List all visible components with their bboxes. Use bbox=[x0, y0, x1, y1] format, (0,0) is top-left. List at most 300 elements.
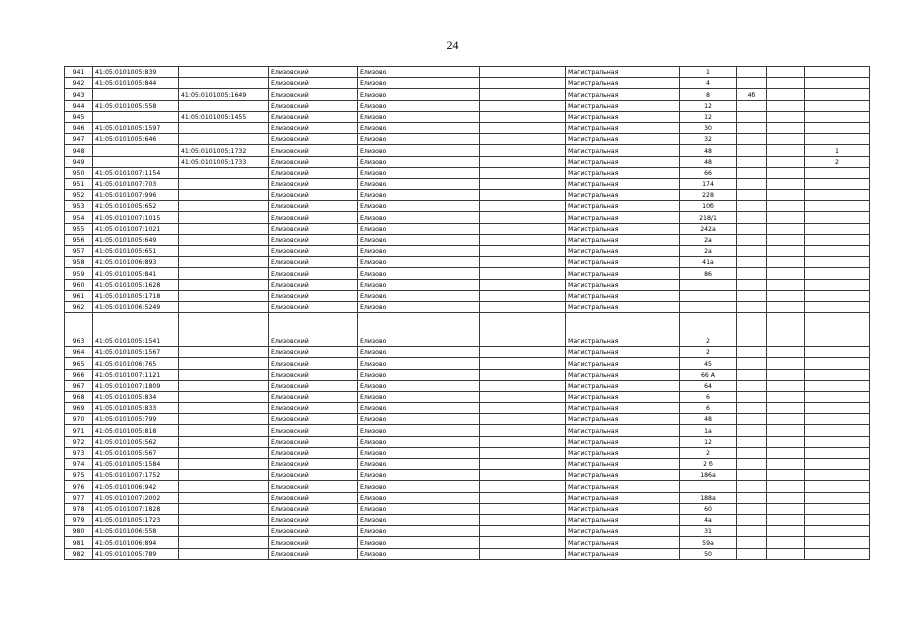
table-row bbox=[65, 78, 870, 89]
cell-row-number: 952 bbox=[65, 190, 93, 201]
cell-building bbox=[737, 503, 767, 514]
cell-district: Елизовский bbox=[269, 257, 358, 268]
cell-sub-cadastral-number bbox=[179, 380, 269, 391]
cell-street: Магистральная bbox=[566, 301, 680, 312]
cell-apartment bbox=[805, 134, 870, 145]
table-row bbox=[65, 425, 870, 436]
cell-structure bbox=[767, 111, 805, 122]
cell-cadastral-number: 41:05:0101005:1597 bbox=[93, 122, 179, 133]
cell-street: Магистральная bbox=[566, 347, 680, 358]
cell-settlement: Елизово bbox=[358, 425, 480, 436]
cell-settlement: Елизово bbox=[358, 190, 480, 201]
cell-structure bbox=[767, 268, 805, 279]
cell-district: Елизовский bbox=[269, 246, 358, 257]
cell-apartment bbox=[805, 503, 870, 514]
cell-street: Магистральная bbox=[566, 134, 680, 145]
cell-settlement: Елизово bbox=[358, 234, 480, 245]
cell-house-number: 45 bbox=[680, 358, 737, 369]
cell-apartment bbox=[805, 234, 870, 245]
cell-apartment bbox=[805, 369, 870, 380]
cell-district: Елизовский bbox=[269, 167, 358, 178]
cell-sub-cadastral-number bbox=[179, 425, 269, 436]
table-row bbox=[65, 526, 870, 537]
cell-locality bbox=[480, 403, 566, 414]
cell-row-number: 977 bbox=[65, 492, 93, 503]
cell-street: Магистральная bbox=[566, 436, 680, 447]
cell-apartment bbox=[805, 481, 870, 492]
cell-cadastral-number: 41:05:0101006:765 bbox=[93, 358, 179, 369]
table-row bbox=[65, 447, 870, 458]
cell-cadastral-number: 41:05:0101007:1752 bbox=[93, 470, 179, 481]
cell-house-number: 2а bbox=[680, 246, 737, 257]
cell-sub-cadastral-number bbox=[179, 403, 269, 414]
table-row bbox=[65, 503, 870, 514]
cell-row-number: 948 bbox=[65, 145, 93, 156]
cell-street: Магистральная bbox=[566, 156, 680, 167]
cell-apartment bbox=[805, 167, 870, 178]
cell-apartment bbox=[805, 548, 870, 559]
cell-structure bbox=[767, 134, 805, 145]
table-row bbox=[65, 122, 870, 133]
cell-apartment bbox=[805, 470, 870, 481]
cell-building bbox=[737, 548, 767, 559]
cell-locality bbox=[480, 514, 566, 525]
cell-settlement: Елизово bbox=[358, 290, 480, 301]
cell-sub-cadastral-number bbox=[179, 167, 269, 178]
table-row bbox=[65, 313, 870, 347]
cell-sub-cadastral-number bbox=[179, 526, 269, 537]
cell-apartment bbox=[805, 347, 870, 358]
table-row bbox=[65, 514, 870, 525]
cell-cadastral-number: 41:05:0101007:1015 bbox=[93, 212, 179, 223]
table-row bbox=[65, 290, 870, 301]
cell-cadastral-number: 41:05:0101005:1628 bbox=[93, 279, 179, 290]
cell-locality bbox=[480, 290, 566, 301]
cell-sub-cadastral-number bbox=[179, 67, 269, 78]
cell-cadastral-number: 41:05:0101005:841 bbox=[93, 268, 179, 279]
cell-building bbox=[737, 290, 767, 301]
registry-table-body bbox=[65, 67, 870, 560]
table-row bbox=[65, 134, 870, 145]
cell-row-number: 945 bbox=[65, 111, 93, 122]
cell-house-number: 12 bbox=[680, 100, 737, 111]
cell-locality bbox=[480, 156, 566, 167]
cell-apartment bbox=[805, 78, 870, 89]
table-row bbox=[65, 190, 870, 201]
cell-building bbox=[737, 100, 767, 111]
cell-row-number: 973 bbox=[65, 447, 93, 458]
cell-row-number: 969 bbox=[65, 403, 93, 414]
cell-settlement: Елизово bbox=[358, 134, 480, 145]
cell-locality bbox=[480, 380, 566, 391]
cell-district: Елизовский bbox=[269, 526, 358, 537]
cell-cadastral-number: 41:05:0101006:893 bbox=[93, 257, 179, 268]
cell-structure bbox=[767, 391, 805, 402]
cell-street: Магистральная bbox=[566, 257, 680, 268]
cell-row-number: 972 bbox=[65, 436, 93, 447]
cell-street: Магистральная bbox=[566, 358, 680, 369]
cell-locality bbox=[480, 425, 566, 436]
table-row bbox=[65, 492, 870, 503]
cell-district: Елизовский bbox=[269, 100, 358, 111]
cell-locality bbox=[480, 447, 566, 458]
cell-building bbox=[737, 201, 767, 212]
cell-settlement: Елизово bbox=[358, 347, 480, 358]
cell-district: Елизовский bbox=[269, 111, 358, 122]
cell-structure bbox=[767, 89, 805, 100]
cell-locality bbox=[480, 537, 566, 548]
cell-district: Елизовский bbox=[269, 369, 358, 380]
cell-cadastral-number: 41:05:0101006:894 bbox=[93, 537, 179, 548]
cell-apartment bbox=[805, 514, 870, 525]
cell-cadastral-number: 41:05:0101007:1828 bbox=[93, 503, 179, 514]
cell-structure bbox=[767, 481, 805, 492]
cell-apartment bbox=[805, 257, 870, 268]
cell-row-number: 962 bbox=[65, 301, 93, 312]
cell-locality bbox=[480, 436, 566, 447]
cell-apartment bbox=[805, 201, 870, 212]
cell-house-number: 2а bbox=[680, 234, 737, 245]
cell-building bbox=[737, 380, 767, 391]
cell-house-number: 12 bbox=[680, 111, 737, 122]
cell-locality bbox=[480, 369, 566, 380]
cell-house-number: 66 bbox=[680, 167, 737, 178]
cell-building bbox=[737, 223, 767, 234]
cell-settlement: Елизово bbox=[358, 537, 480, 548]
cell-settlement: Елизово bbox=[358, 380, 480, 391]
table-row bbox=[65, 100, 870, 111]
cell-district: Елизовский bbox=[269, 234, 358, 245]
cell-sub-cadastral-number bbox=[179, 78, 269, 89]
cell-house-number: 2 bbox=[680, 447, 737, 458]
cell-house-number: 31 bbox=[680, 526, 737, 537]
cell-street: Магистральная bbox=[566, 201, 680, 212]
cell-settlement: Елизово bbox=[358, 414, 480, 425]
cell-building bbox=[737, 481, 767, 492]
cell-district: Елизовский bbox=[269, 470, 358, 481]
cell-settlement: Елизово bbox=[358, 67, 480, 78]
table-row bbox=[65, 145, 870, 156]
cell-cadastral-number: 41:05:0101005:1541 bbox=[93, 313, 179, 347]
cell-row-number: 976 bbox=[65, 481, 93, 492]
cell-sub-cadastral-number bbox=[179, 358, 269, 369]
cell-cadastral-number: 41:05:0101005:833 bbox=[93, 403, 179, 414]
cell-settlement: Елизово bbox=[358, 358, 480, 369]
cell-structure bbox=[767, 492, 805, 503]
cell-row-number: 980 bbox=[65, 526, 93, 537]
cell-locality bbox=[480, 358, 566, 369]
cell-district: Елизовский bbox=[269, 548, 358, 559]
cell-street: Магистральная bbox=[566, 190, 680, 201]
cell-building bbox=[737, 78, 767, 89]
cell-apartment: 1 bbox=[805, 145, 870, 156]
cell-building bbox=[737, 414, 767, 425]
cell-district: Елизовский bbox=[269, 436, 358, 447]
cell-locality bbox=[480, 78, 566, 89]
cell-apartment bbox=[805, 403, 870, 414]
cell-apartment: 2 bbox=[805, 156, 870, 167]
cell-apartment bbox=[805, 436, 870, 447]
cell-structure bbox=[767, 156, 805, 167]
cell-house-number: 6 bbox=[680, 403, 737, 414]
cell-sub-cadastral-number bbox=[179, 391, 269, 402]
cell-cadastral-number: 41:05:0101005:1723 bbox=[93, 514, 179, 525]
cell-settlement: Елизово bbox=[358, 492, 480, 503]
cell-sub-cadastral-number bbox=[179, 212, 269, 223]
table-row bbox=[65, 201, 870, 212]
cell-sub-cadastral-number: 41:05:0101005:1649 bbox=[179, 89, 269, 100]
cell-house-number: 48 bbox=[680, 145, 737, 156]
cell-street: Магистральная bbox=[566, 246, 680, 257]
cell-district: Елизовский bbox=[269, 301, 358, 312]
table-row bbox=[65, 358, 870, 369]
cell-structure bbox=[767, 470, 805, 481]
cell-sub-cadastral-number bbox=[179, 492, 269, 503]
cell-locality bbox=[480, 414, 566, 425]
cell-settlement: Елизово bbox=[358, 122, 480, 133]
cell-cadastral-number: 41:05:0101005:652 bbox=[93, 201, 179, 212]
cell-sub-cadastral-number bbox=[179, 548, 269, 559]
cell-district: Елизовский bbox=[269, 347, 358, 358]
cell-street: Магистральная bbox=[566, 425, 680, 436]
cell-house-number: 218/1 bbox=[680, 212, 737, 223]
cell-building bbox=[737, 301, 767, 312]
registry-table bbox=[64, 66, 870, 560]
cell-street: Магистральная bbox=[566, 391, 680, 402]
cell-sub-cadastral-number: 41:05:0101005:1455 bbox=[179, 111, 269, 122]
cell-row-number: 944 bbox=[65, 100, 93, 111]
cell-locality bbox=[480, 234, 566, 245]
table-row bbox=[65, 548, 870, 559]
cell-locality bbox=[480, 178, 566, 189]
cell-building bbox=[737, 190, 767, 201]
cell-house-number: 60 bbox=[680, 503, 737, 514]
cell-street: Магистральная bbox=[566, 481, 680, 492]
table-row bbox=[65, 178, 870, 189]
cell-apartment bbox=[805, 301, 870, 312]
cell-locality bbox=[480, 492, 566, 503]
cell-apartment bbox=[805, 290, 870, 301]
cell-apartment bbox=[805, 414, 870, 425]
cell-house-number: 186а bbox=[680, 470, 737, 481]
cell-district: Елизовский bbox=[269, 122, 358, 133]
cell-cadastral-number: 41:05:0101005:1584 bbox=[93, 459, 179, 470]
cell-locality bbox=[480, 313, 566, 347]
cell-sub-cadastral-number bbox=[179, 459, 269, 470]
cell-sub-cadastral-number bbox=[179, 279, 269, 290]
cell-district: Елизовский bbox=[269, 425, 358, 436]
cell-cadastral-number: 41:05:0101005:1567 bbox=[93, 347, 179, 358]
table-row bbox=[65, 380, 870, 391]
cell-house-number: 66 А bbox=[680, 369, 737, 380]
table-row bbox=[65, 301, 870, 312]
cell-cadastral-number: 41:05:0101007:703 bbox=[93, 178, 179, 189]
cell-district: Елизовский bbox=[269, 290, 358, 301]
cell-house-number: 242а bbox=[680, 223, 737, 234]
cell-apartment bbox=[805, 89, 870, 100]
cell-structure bbox=[767, 279, 805, 290]
cell-locality bbox=[480, 257, 566, 268]
cell-apartment bbox=[805, 100, 870, 111]
cell-settlement: Елизово bbox=[358, 167, 480, 178]
cell-apartment bbox=[805, 425, 870, 436]
cell-building bbox=[737, 167, 767, 178]
cell-building bbox=[737, 279, 767, 290]
cell-row-number: 942 bbox=[65, 78, 93, 89]
cell-house-number: 48 bbox=[680, 414, 737, 425]
table-row bbox=[65, 414, 870, 425]
cell-row-number: 966 bbox=[65, 369, 93, 380]
cell-settlement: Елизово bbox=[358, 548, 480, 559]
cell-street: Магистральная bbox=[566, 548, 680, 559]
cell-street: Магистральная bbox=[566, 145, 680, 156]
cell-structure bbox=[767, 414, 805, 425]
cell-street: Магистральная bbox=[566, 279, 680, 290]
cell-locality bbox=[480, 548, 566, 559]
cell-house-number: 188а bbox=[680, 492, 737, 503]
cell-apartment bbox=[805, 279, 870, 290]
cell-settlement: Елизово bbox=[358, 279, 480, 290]
cell-locality bbox=[480, 526, 566, 537]
cell-district: Елизовский bbox=[269, 503, 358, 514]
cell-row-number: 968 bbox=[65, 391, 93, 402]
cell-district: Елизовский bbox=[269, 78, 358, 89]
cell-locality bbox=[480, 145, 566, 156]
cell-street: Магистральная bbox=[566, 537, 680, 548]
cell-structure bbox=[767, 301, 805, 312]
cell-cadastral-number: 41:05:0101005:649 bbox=[93, 234, 179, 245]
cell-settlement: Елизово bbox=[358, 369, 480, 380]
cell-settlement: Елизово bbox=[358, 257, 480, 268]
cell-settlement: Елизово bbox=[358, 447, 480, 458]
cell-sub-cadastral-number bbox=[179, 190, 269, 201]
cell-locality bbox=[480, 481, 566, 492]
table-row bbox=[65, 391, 870, 402]
cell-structure bbox=[767, 503, 805, 514]
cell-district: Елизовский bbox=[269, 201, 358, 212]
cell-locality bbox=[480, 67, 566, 78]
cell-cadastral-number: 41:05:0101007:1154 bbox=[93, 167, 179, 178]
cell-structure bbox=[767, 223, 805, 234]
cell-building bbox=[737, 246, 767, 257]
cell-row-number: 949 bbox=[65, 156, 93, 167]
cell-row-number: 957 bbox=[65, 246, 93, 257]
cell-street: Магистральная bbox=[566, 167, 680, 178]
table-row bbox=[65, 212, 870, 223]
cell-district: Елизовский bbox=[269, 459, 358, 470]
cell-sub-cadastral-number bbox=[179, 134, 269, 145]
cell-cadastral-number bbox=[93, 111, 179, 122]
cell-cadastral-number: 41:05:0101006:942 bbox=[93, 481, 179, 492]
cell-street: Магистральная bbox=[566, 89, 680, 100]
cell-house-number bbox=[680, 290, 737, 301]
table-row bbox=[65, 347, 870, 358]
cell-building bbox=[737, 358, 767, 369]
cell-structure bbox=[767, 537, 805, 548]
cell-structure bbox=[767, 234, 805, 245]
cell-street: Магистральная bbox=[566, 492, 680, 503]
cell-cadastral-number: 41:05:0101005:567 bbox=[93, 447, 179, 458]
cell-structure bbox=[767, 290, 805, 301]
cell-locality bbox=[480, 100, 566, 111]
cell-cadastral-number: 41:05:0101007:2002 bbox=[93, 492, 179, 503]
cell-cadastral-number: 41:05:0101006:558 bbox=[93, 526, 179, 537]
cell-row-number: 954 bbox=[65, 212, 93, 223]
cell-cadastral-number: 41:05:0101006:5249 bbox=[93, 301, 179, 312]
cell-building bbox=[737, 234, 767, 245]
cell-cadastral-number: 41:05:0101005:651 bbox=[93, 246, 179, 257]
cell-street: Магистральная bbox=[566, 369, 680, 380]
cell-structure bbox=[767, 67, 805, 78]
cell-sub-cadastral-number bbox=[179, 369, 269, 380]
cell-settlement: Елизово bbox=[358, 78, 480, 89]
cell-row-number: 979 bbox=[65, 514, 93, 525]
table-row bbox=[65, 436, 870, 447]
cell-structure bbox=[767, 548, 805, 559]
cell-building bbox=[737, 391, 767, 402]
table-row bbox=[65, 459, 870, 470]
cell-locality bbox=[480, 347, 566, 358]
cell-district: Елизовский bbox=[269, 358, 358, 369]
cell-apartment bbox=[805, 190, 870, 201]
cell-building bbox=[737, 347, 767, 358]
cell-house-number: 2 б bbox=[680, 459, 737, 470]
cell-district: Елизовский bbox=[269, 67, 358, 78]
table-row bbox=[65, 67, 870, 78]
cell-structure bbox=[767, 201, 805, 212]
cell-locality bbox=[480, 301, 566, 312]
cell-house-number: 64 bbox=[680, 380, 737, 391]
cell-row-number: 958 bbox=[65, 257, 93, 268]
cell-cadastral-number: 41:05:0101005:646 bbox=[93, 134, 179, 145]
cell-sub-cadastral-number bbox=[179, 537, 269, 548]
table-row bbox=[65, 234, 870, 245]
cell-cadastral-number: 41:05:0101005:1718 bbox=[93, 290, 179, 301]
cell-structure bbox=[767, 178, 805, 189]
cell-row-number: 981 bbox=[65, 537, 93, 548]
cell-district: Елизовский bbox=[269, 380, 358, 391]
cell-settlement: Елизово bbox=[358, 301, 480, 312]
cell-house-number: 41а bbox=[680, 257, 737, 268]
cell-sub-cadastral-number bbox=[179, 414, 269, 425]
cell-house-number: 2 bbox=[680, 313, 737, 347]
cell-building bbox=[737, 425, 767, 436]
table-row bbox=[65, 257, 870, 268]
table-row bbox=[65, 223, 870, 234]
cell-structure bbox=[767, 526, 805, 537]
cell-structure bbox=[767, 100, 805, 111]
cell-building bbox=[737, 268, 767, 279]
cell-district: Елизовский bbox=[269, 145, 358, 156]
cell-building bbox=[737, 122, 767, 133]
table-row bbox=[65, 89, 870, 100]
cell-structure bbox=[767, 122, 805, 133]
cell-sub-cadastral-number bbox=[179, 313, 269, 347]
cell-house-number: 10б bbox=[680, 201, 737, 212]
cell-district: Елизовский bbox=[269, 268, 358, 279]
cell-district: Елизовский bbox=[269, 514, 358, 525]
cell-house-number: 59а bbox=[680, 537, 737, 548]
cell-sub-cadastral-number bbox=[179, 470, 269, 481]
cell-cadastral-number: 41:05:0101007:996 bbox=[93, 190, 179, 201]
cell-street: Магистральная bbox=[566, 178, 680, 189]
cell-sub-cadastral-number bbox=[179, 301, 269, 312]
cell-building bbox=[737, 514, 767, 525]
cell-house-number: 4 bbox=[680, 78, 737, 89]
cell-street: Магистральная bbox=[566, 234, 680, 245]
cell-cadastral-number: 41:05:0101005:834 bbox=[93, 391, 179, 402]
cell-sub-cadastral-number bbox=[179, 100, 269, 111]
